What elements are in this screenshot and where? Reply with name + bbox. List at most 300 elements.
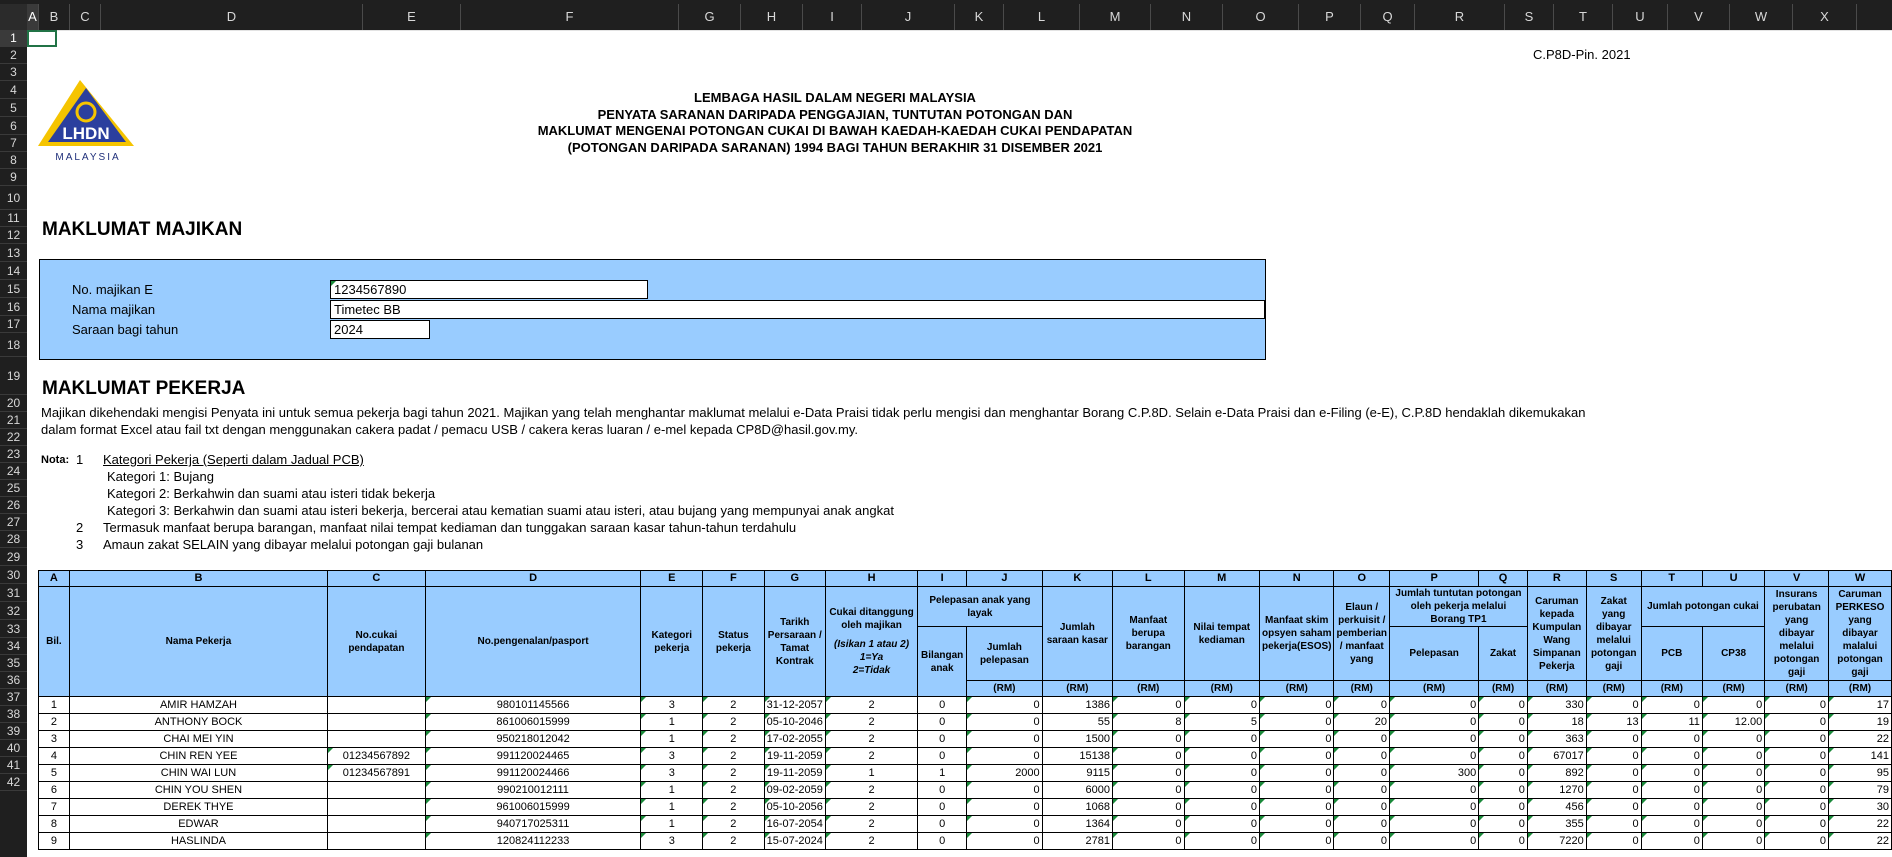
table-cell-k[interactable]: 9115 [1042,765,1112,782]
table-cell-c[interactable] [328,697,425,714]
table-cell-s[interactable]: 0 [1586,697,1641,714]
table-cell-m[interactable]: 0 [1184,765,1259,782]
table-cell-q[interactable]: 0 [1479,782,1528,799]
table-cell-s[interactable]: 13 [1586,714,1641,731]
table-cell-c[interactable] [328,816,425,833]
table-cell-f[interactable]: 2 [703,714,765,731]
table-cell-k[interactable]: 1386 [1042,697,1112,714]
column-header-i[interactable]: I [803,4,862,30]
table-cell-i[interactable]: 0 [918,799,967,816]
table-cell-j[interactable]: 2000 [967,765,1043,782]
th-unit-p: (RM) [1390,681,1479,697]
table-cell-a[interactable]: 6 [39,782,70,799]
table-cell-n[interactable]: 0 [1260,731,1334,748]
column-header-n[interactable]: N [1151,4,1223,30]
table-cell-w[interactable]: 22 [1829,833,1892,850]
column-header-v[interactable]: V [1668,4,1730,30]
table-cell-i[interactable]: 0 [918,833,967,850]
table-cell-d[interactable]: 980101145566 [425,697,641,714]
table-cell-h[interactable]: 2 [825,697,917,714]
table-cell-n[interactable]: 0 [1260,697,1334,714]
table-cell-t[interactable]: 0 [1641,799,1702,816]
table-cell-f[interactable]: 2 [703,833,765,850]
table-cell-m[interactable]: 0 [1184,748,1259,765]
table-cell-f[interactable]: 2 [703,816,765,833]
table-cell-j[interactable]: 0 [967,782,1043,799]
table-cell-f[interactable]: 2 [703,748,765,765]
table-cell-g[interactable]: 05-10-2056 [764,799,825,816]
table-cell-f[interactable]: 2 [703,731,765,748]
table-cell-a[interactable]: 7 [39,799,70,816]
table-cell-r[interactable]: 67017 [1527,748,1586,765]
row-header-13[interactable]: 13 [0,244,27,262]
table-cell-s[interactable]: 0 [1586,748,1641,765]
table-cell-q[interactable]: 0 [1479,765,1528,782]
table-cell-g[interactable]: 31-12-2057 [764,697,825,714]
th-tuntutan-tp1: Jumlah tuntutan potongan oleh pekerja melalui Borang TP1 [1390,587,1528,627]
table-cell-b[interactable]: ANTHONY BOCK [69,714,327,731]
table-cell-g[interactable]: 19-11-2059 [764,748,825,765]
table-cell-t[interactable]: 0 [1641,748,1702,765]
table-cell-r[interactable]: 892 [1527,765,1586,782]
table-cell-w[interactable]: 30 [1829,799,1892,816]
table-cell-i[interactable]: 0 [918,731,967,748]
note-2-text: Termasuk manfaat berupa barangan, manfaat nilai tempat kediaman dan tunggakan saraan kasar tahun-tahun terdahulu [103,520,797,535]
table-cell-t[interactable]: 0 [1641,765,1702,782]
table-cell-t[interactable]: 0 [1641,816,1702,833]
table-cell-a[interactable]: 2 [39,714,70,731]
column-header-x[interactable]: X [1793,4,1857,30]
table-cell-p[interactable]: 0 [1390,833,1479,850]
table-cell-p[interactable]: 0 [1390,697,1479,714]
table-cell-o[interactable]: 0 [1334,731,1390,748]
table-cell-h[interactable]: 2 [825,731,917,748]
table-cell-d[interactable]: 950218012042 [425,731,641,748]
column-header-q[interactable]: Q [1361,4,1415,30]
table-cell-b[interactable]: AMIR HAMZAH [69,697,327,714]
table-cell-s[interactable]: 0 [1586,799,1641,816]
table-cell-c[interactable]: 01234567891 [328,765,425,782]
table-cell-u[interactable]: 0 [1702,816,1764,833]
row-header-9[interactable]: 9 [0,169,27,186]
row-header-37[interactable]: 37 [0,689,27,706]
note-1-text: Kategori Pekerja (Seperti dalam Jadual PCB) [103,452,364,467]
row-header-19[interactable]: 19 [0,357,27,395]
table-cell-h[interactable]: 2 [825,833,917,850]
row-header-16[interactable]: 16 [0,298,27,316]
table-cell-w[interactable]: 22 [1829,731,1892,748]
table-cell-w[interactable]: 95 [1829,765,1892,782]
table-cell-m[interactable]: 0 [1184,782,1259,799]
th-unit-o: (RM) [1334,681,1390,697]
table-cell-i[interactable]: 0 [918,714,967,731]
table-cell-p[interactable]: 0 [1390,748,1479,765]
table-cell-u[interactable]: 0 [1702,765,1764,782]
table-cell-q[interactable]: 0 [1479,714,1528,731]
table-cell-t[interactable]: 0 [1641,833,1702,850]
table-cell-k[interactable]: 6000 [1042,782,1112,799]
table-cell-i[interactable]: 0 [918,816,967,833]
column-header-u[interactable]: U [1613,4,1668,30]
table-cell-j[interactable]: 0 [967,748,1043,765]
column-header-r[interactable]: R [1415,4,1505,30]
select-all-corner[interactable] [0,4,28,30]
table-cell-l[interactable]: 0 [1113,731,1185,748]
table-cell-r[interactable]: 1270 [1527,782,1586,799]
table-cell-b[interactable]: CHIN WAI LUN [69,765,327,782]
th-unit-v: (RM) [1765,681,1829,697]
table-cell-c[interactable] [328,731,425,748]
table-cell-e[interactable]: 3 [641,748,703,765]
table-cell-e[interactable]: 1 [641,799,703,816]
column-header-b[interactable]: B [39,4,70,30]
table-cell-o[interactable]: 0 [1334,799,1390,816]
table-cell-m[interactable]: 0 [1184,799,1259,816]
table-cell-l[interactable]: 0 [1113,799,1185,816]
employer-name-input[interactable]: Timetec BB [330,300,1265,319]
table-cell-n[interactable]: 0 [1260,782,1334,799]
table-cell-f[interactable]: 2 [703,697,765,714]
row-header-33[interactable]: 33 [0,620,27,638]
column-header-t[interactable]: T [1554,4,1613,30]
table-cell-u[interactable]: 12.00 [1702,714,1764,731]
table-cell-r[interactable]: 7220 [1527,833,1586,850]
table-cell-f[interactable]: 2 [703,799,765,816]
table-cell-u[interactable]: 0 [1702,799,1764,816]
table-cell-h[interactable]: 2 [825,748,917,765]
table-cell-b[interactable]: HASLINDA [69,833,327,850]
table-cell-v[interactable]: 0 [1765,714,1829,731]
table-cell-a[interactable]: 5 [39,765,70,782]
table-cell-v[interactable]: 0 [1765,833,1829,850]
table-cell-r[interactable]: 456 [1527,799,1586,816]
table-cell-l[interactable]: 0 [1113,782,1185,799]
table-cell-r[interactable]: 363 [1527,731,1586,748]
table-cell-m[interactable]: 5 [1184,714,1259,731]
table-cell-j[interactable]: 0 [967,697,1043,714]
row-header-18[interactable]: 18 [0,333,27,357]
table-letter-l: L [1113,571,1185,587]
column-header-w[interactable]: W [1730,4,1793,30]
table-cell-n[interactable]: 0 [1260,714,1334,731]
row-header-31[interactable]: 31 [0,584,27,602]
column-header-c[interactable]: C [70,4,101,30]
row-header-14[interactable]: 14 [0,262,27,280]
table-cell-e[interactable]: 1 [641,782,703,799]
table-cell-g[interactable]: 09-02-2059 [764,782,825,799]
table-cell-k[interactable]: 2781 [1042,833,1112,850]
table-cell-i[interactable]: 0 [918,748,967,765]
table-cell-u[interactable]: 0 [1702,782,1764,799]
column-header-h[interactable]: H [741,4,803,30]
table-cell-t[interactable]: 0 [1641,731,1702,748]
row-header-29[interactable]: 29 [0,548,27,566]
table-cell-c[interactable]: 01234567892 [328,748,425,765]
salary-year-input[interactable]: 2024 [330,320,430,339]
row-header-32[interactable]: 32 [0,602,27,620]
row-header-6[interactable]: 6 [0,117,27,135]
table-cell-p[interactable]: 0 [1390,731,1479,748]
table-cell-l[interactable]: 0 [1113,816,1185,833]
row-header-35[interactable]: 35 [0,655,27,672]
table-cell-t[interactable]: 0 [1641,782,1702,799]
table-cell-d[interactable]: 940717025311 [425,816,641,833]
row-header-23[interactable]: 23 [0,446,27,463]
table-cell-o[interactable]: 20 [1334,714,1390,731]
row-header-20[interactable]: 20 [0,395,27,412]
row-header-1[interactable]: 1 [0,30,27,47]
table-cell-e[interactable]: 3 [641,765,703,782]
row-header-42[interactable]: 42 [0,774,27,791]
row-header-30[interactable]: 30 [0,566,27,584]
table-cell-o[interactable]: 0 [1334,816,1390,833]
table-cell-b[interactable]: CHAI MEI YIN [69,731,327,748]
table-cell-c[interactable] [328,799,425,816]
row-header-22[interactable]: 22 [0,429,27,446]
table-cell-b[interactable]: CHIN YOU SHEN [69,782,327,799]
table-cell-l[interactable]: 0 [1113,697,1185,714]
table-cell-v[interactable]: 0 [1765,799,1829,816]
table-cell-t[interactable]: 11 [1641,714,1702,731]
column-header-g[interactable]: G [679,4,741,30]
table-cell-o[interactable]: 0 [1334,833,1390,850]
column-header-s[interactable]: S [1505,4,1554,30]
table-cell-v[interactable]: 0 [1765,782,1829,799]
table-cell-j[interactable]: 0 [967,799,1043,816]
table-cell-h[interactable]: 2 [825,782,917,799]
table-cell-v[interactable]: 0 [1765,697,1829,714]
row-header-7[interactable]: 7 [0,135,27,152]
row-header-36[interactable]: 36 [0,672,27,689]
row-header-40[interactable]: 40 [0,740,27,757]
table-cell-u[interactable]: 0 [1702,731,1764,748]
table-cell-w[interactable]: 141 [1829,748,1892,765]
table-row [39,799,1892,816]
row-header-5[interactable]: 5 [0,99,27,117]
table-cell-w[interactable]: 79 [1829,782,1892,799]
column-header-bar [0,4,1892,30]
row-header-2[interactable]: 2 [0,47,27,64]
active-cell-selection[interactable] [27,30,57,47]
table-cell-u[interactable]: 0 [1702,697,1764,714]
table-cell-g[interactable]: 19-11-2059 [764,765,825,782]
row-header-15[interactable]: 15 [0,280,27,298]
table-cell-j[interactable]: 0 [967,714,1043,731]
table-cell-j[interactable]: 0 [967,731,1043,748]
table-cell-v[interactable]: 0 [1765,816,1829,833]
row-header-28[interactable]: 28 [0,531,27,548]
table-cell-q[interactable]: 0 [1479,833,1528,850]
table-cell-k[interactable]: 55 [1042,714,1112,731]
table-cell-m[interactable]: 0 [1184,731,1259,748]
table-cell-l[interactable]: 0 [1113,833,1185,850]
table-cell-w[interactable]: 17 [1829,697,1892,714]
table-cell-a[interactable]: 1 [39,697,70,714]
row-header-25[interactable]: 25 [0,480,27,497]
table-cell-e[interactable]: 1 [641,816,703,833]
table-letter-j: J [967,571,1043,587]
table-cell-h[interactable]: 1 [825,765,917,782]
table-cell-k[interactable]: 1068 [1042,799,1112,816]
table-cell-l[interactable]: 8 [1113,714,1185,731]
table-cell-e[interactable]: 1 [641,731,703,748]
table-cell-a[interactable]: 8 [39,816,70,833]
table-cell-p[interactable]: 0 [1390,782,1479,799]
column-header-f[interactable]: F [461,4,679,30]
table-cell-q[interactable]: 0 [1479,731,1528,748]
table-cell-g[interactable]: 15-07-2024 [764,833,825,850]
table-cell-q[interactable]: 0 [1479,697,1528,714]
table-cell-q[interactable]: 0 [1479,799,1528,816]
table-letter-k: K [1042,571,1112,587]
table-row [39,782,1892,799]
table-cell-p[interactable]: 0 [1390,714,1479,731]
table-cell-n[interactable]: 0 [1260,833,1334,850]
th-kategori: Kategori pekerja [641,587,703,697]
column-header-m[interactable]: M [1080,4,1151,30]
table-cell-b[interactable]: EDWAR [69,816,327,833]
column-header-l[interactable]: L [1004,4,1080,30]
table-cell-s[interactable]: 0 [1586,833,1641,850]
row-header-11[interactable]: 11 [0,210,27,227]
table-cell-p[interactable]: 0 [1390,816,1479,833]
table-cell-b[interactable]: DEREK THYE [69,799,327,816]
table-cell-s[interactable]: 0 [1586,816,1641,833]
row-header-17[interactable]: 17 [0,316,27,333]
th-unit-l: (RM) [1113,681,1185,697]
column-header-d[interactable]: D [101,4,363,30]
table-cell-k[interactable]: 15138 [1042,748,1112,765]
column-header-e[interactable]: E [363,4,461,30]
column-header-j[interactable]: J [862,4,955,30]
table-cell-m[interactable]: 0 [1184,816,1259,833]
table-cell-v[interactable]: 0 [1765,765,1829,782]
table-cell-u[interactable]: 0 [1702,748,1764,765]
table-cell-r[interactable]: 330 [1527,697,1586,714]
table-cell-h[interactable]: 2 [825,816,917,833]
table-cell-d[interactable]: 861006015999 [425,714,641,731]
table-cell-v[interactable]: 0 [1765,748,1829,765]
th-ditanggung [825,587,917,697]
table-row [39,833,1892,850]
table-cell-o[interactable]: 0 [1334,748,1390,765]
table-cell-w[interactable]: 19 [1829,714,1892,731]
table-cell-i[interactable]: 0 [918,697,967,714]
table-cell-r[interactable]: 18 [1527,714,1586,731]
table-row [39,748,1892,765]
table-cell-e[interactable]: 1 [641,714,703,731]
table-cell-f[interactable]: 2 [703,782,765,799]
table-cell-u[interactable]: 0 [1702,833,1764,850]
table-cell-i[interactable]: 0 [918,782,967,799]
table-cell-h[interactable]: 2 [825,714,917,731]
table-cell-s[interactable]: 0 [1586,782,1641,799]
table-cell-f[interactable]: 2 [703,765,765,782]
row-header-12[interactable]: 12 [0,227,27,244]
table-cell-b[interactable]: CHIN REN YEE [69,748,327,765]
table-cell-c[interactable] [328,714,425,731]
th-unit-q: (RM) [1479,681,1528,697]
table-cell-n[interactable]: 0 [1260,765,1334,782]
table-cell-a[interactable]: 3 [39,731,70,748]
column-header-p[interactable]: P [1299,4,1361,30]
row-header-8[interactable]: 8 [0,152,27,169]
table-cell-c[interactable] [328,833,425,850]
th-bil: Bil. [39,587,70,697]
table-cell-o[interactable]: 0 [1334,782,1390,799]
table-cell-w[interactable]: 22 [1829,816,1892,833]
table-cell-i[interactable]: 1 [918,765,967,782]
table-cell-v[interactable]: 0 [1765,731,1829,748]
table-cell-s[interactable]: 0 [1586,731,1641,748]
row-header-4[interactable]: 4 [0,81,27,99]
table-cell-d[interactable]: 990210012111 [425,782,641,799]
table-cell-h[interactable]: 2 [825,799,917,816]
header-line-1: LEMBAGA HASIL DALAM NEGERI MALAYSIA [694,90,976,105]
table-cell-a[interactable]: 4 [39,748,70,765]
table-cell-p[interactable]: 0 [1390,799,1479,816]
row-header-34[interactable]: 34 [0,638,27,655]
table-cell-l[interactable]: 0 [1113,765,1185,782]
table-cell-d[interactable]: 991120024465 [425,748,641,765]
table-cell-m[interactable]: 0 [1184,697,1259,714]
table-cell-n[interactable]: 0 [1260,799,1334,816]
table-cell-g[interactable]: 16-07-2054 [764,816,825,833]
table-cell-d[interactable]: 120824112233 [425,833,641,850]
column-header-a[interactable]: A [27,4,39,30]
row-header-3[interactable]: 3 [0,64,27,81]
table-letter-p: P [1390,571,1479,587]
row-header-27[interactable]: 27 [0,514,27,531]
table-cell-c[interactable] [328,782,425,799]
table-cell-a[interactable]: 9 [39,833,70,850]
table-cell-p[interactable]: 300 [1390,765,1479,782]
row-header-26[interactable]: 26 [0,497,27,514]
table-cell-j[interactable]: 0 [967,816,1043,833]
table-cell-j[interactable]: 0 [967,833,1043,850]
table-cell-g[interactable]: 05-10-2046 [764,714,825,731]
row-header-21[interactable]: 21 [0,412,27,429]
table-cell-e[interactable]: 3 [641,833,703,850]
note-category-2: Kategori 2: Berkahwin dan suami atau isteri tidak bekerja [107,486,436,501]
table-cell-s[interactable]: 0 [1586,765,1641,782]
table-cell-k[interactable]: 1500 [1042,731,1112,748]
row-header-39[interactable]: 39 [0,723,27,740]
row-header-24[interactable]: 24 [0,463,27,480]
table-cell-o[interactable]: 0 [1334,697,1390,714]
table-cell-e[interactable]: 3 [641,697,703,714]
column-header-k[interactable]: K [955,4,1004,30]
table-cell-t[interactable]: 0 [1641,697,1702,714]
table-cell-r[interactable]: 355 [1527,816,1586,833]
row-header-38[interactable]: 38 [0,706,27,723]
table-cell-q[interactable]: 0 [1479,748,1528,765]
table-cell-m[interactable]: 0 [1184,833,1259,850]
row-header-41[interactable]: 41 [0,757,27,774]
table-cell-o[interactable]: 0 [1334,765,1390,782]
table-cell-q[interactable]: 0 [1479,816,1528,833]
table-cell-d[interactable]: 991120024466 [425,765,641,782]
table-cell-n[interactable]: 0 [1260,816,1334,833]
table-cell-l[interactable]: 0 [1113,748,1185,765]
column-header-o[interactable]: O [1223,4,1299,30]
table-cell-k[interactable]: 1364 [1042,816,1112,833]
table-cell-d[interactable]: 961006015999 [425,799,641,816]
table-cell-g[interactable]: 17-02-2055 [764,731,825,748]
table-cell-n[interactable]: 0 [1260,748,1334,765]
employer-no-input[interactable]: 1234567890 [330,280,648,299]
row-header-10[interactable]: 10 [0,186,27,210]
